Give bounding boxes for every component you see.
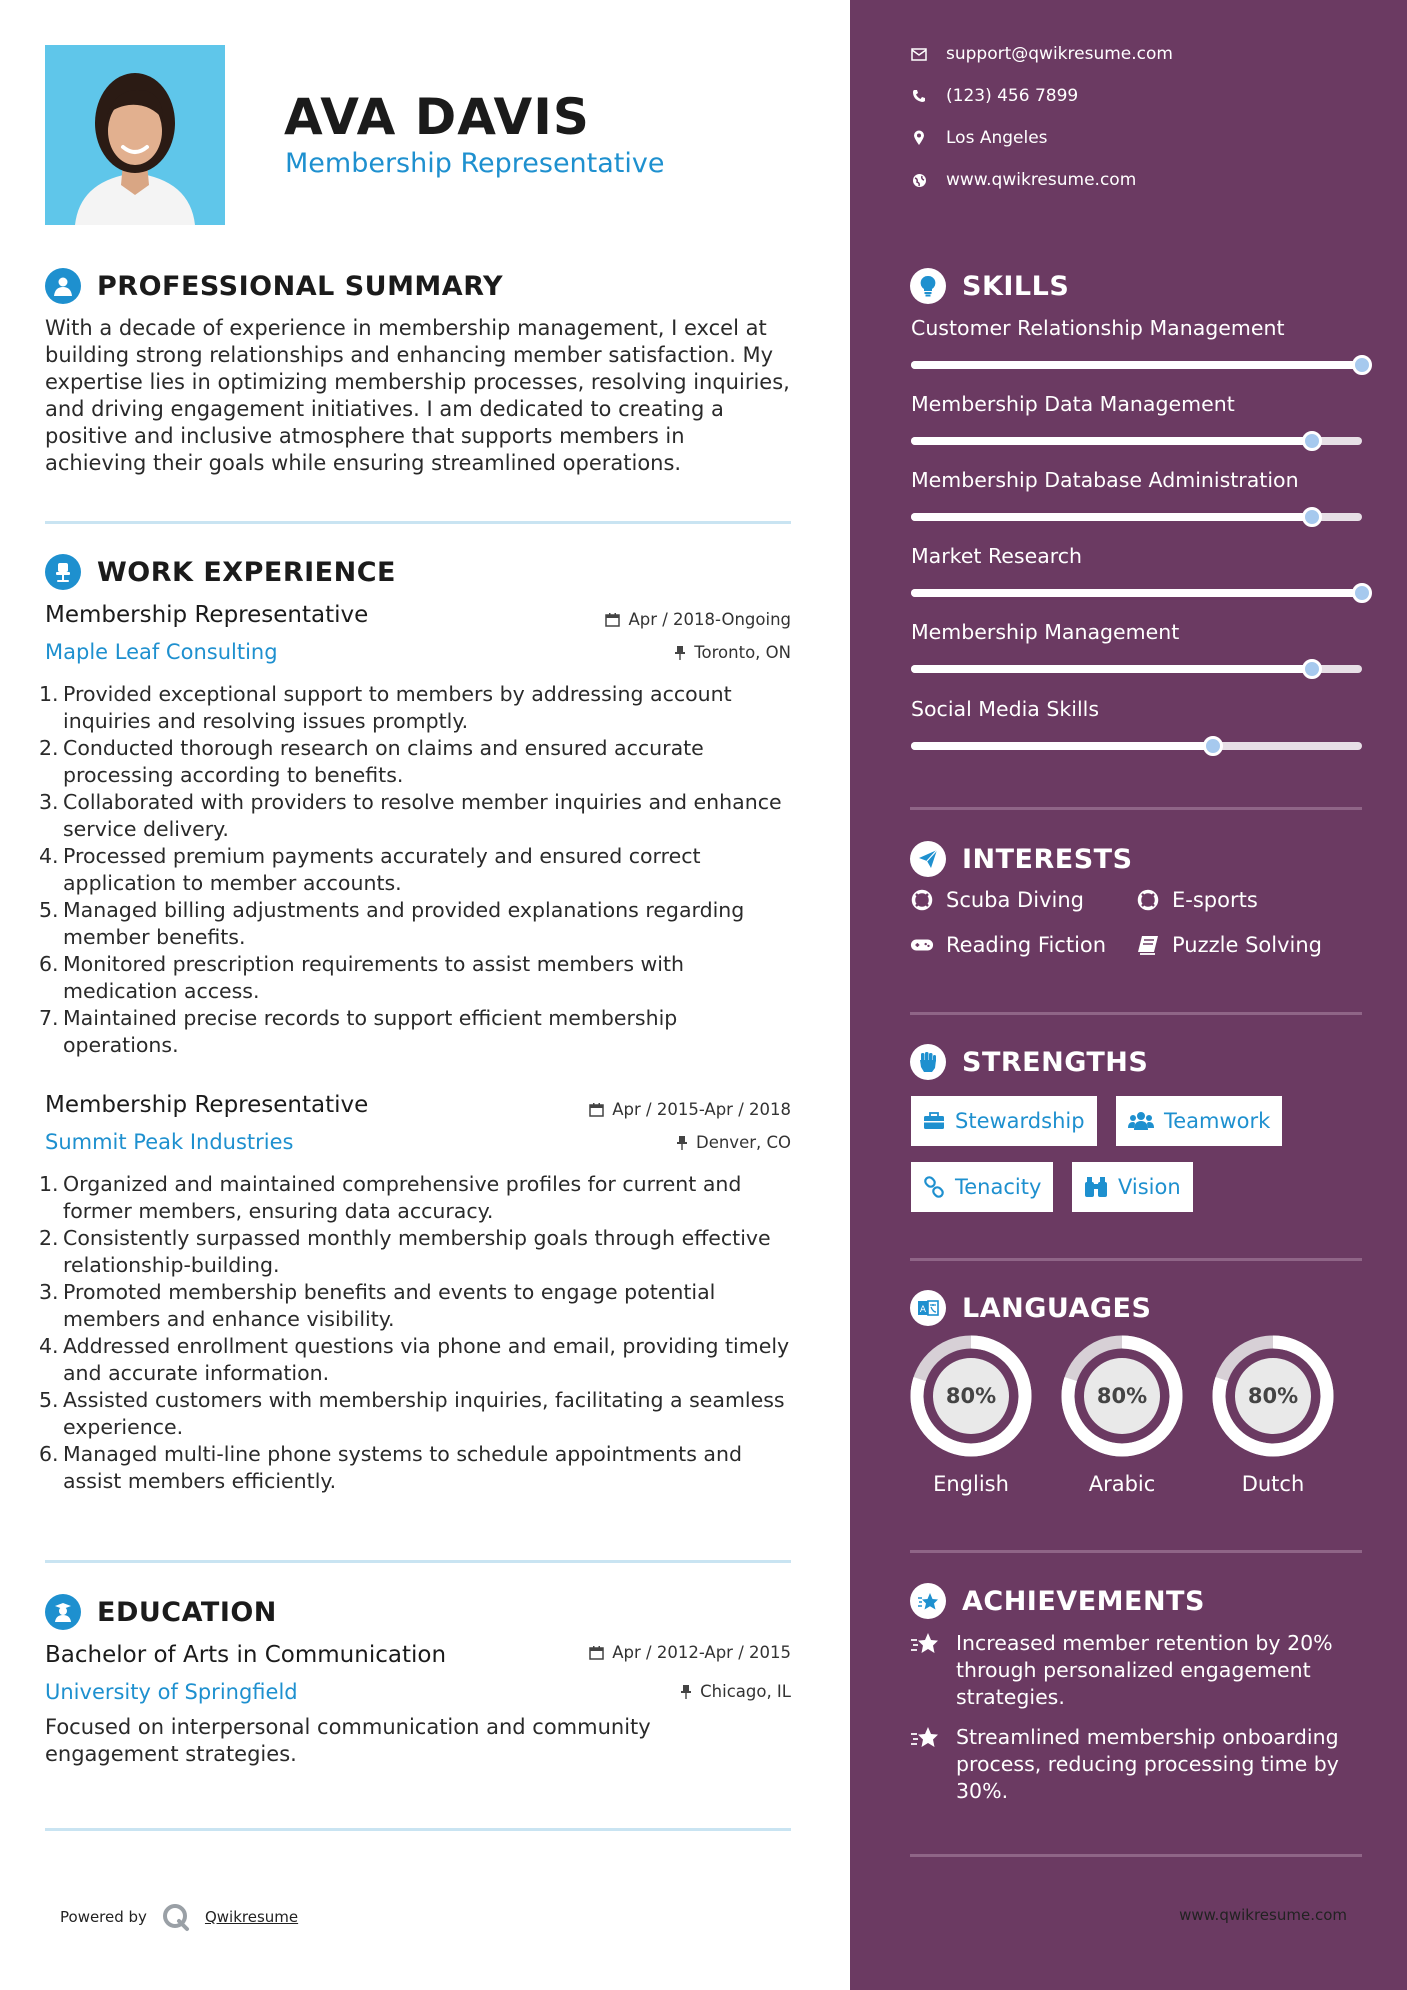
- skill-bar-handle: [1302, 507, 1322, 527]
- list-item: 7. Maintained precise records to support efficient membership operations.: [39, 1006, 678, 1057]
- skill-bar: [911, 589, 1362, 597]
- section-divider: [910, 807, 1362, 810]
- strength-tag: [911, 1096, 1097, 1146]
- skill-name: Membership Management: [911, 620, 1180, 644]
- job-dates: [605, 610, 791, 629]
- qwikresume-link[interactable]: Qwikresume: [204, 1908, 299, 1926]
- section-divider: [45, 1828, 791, 1831]
- job-location-text: Denver, CO: [695, 1133, 791, 1152]
- school-name: University of Springfield: [45, 1680, 298, 1704]
- education-heading: [45, 1594, 277, 1630]
- skill-bar-handle: [1302, 659, 1322, 679]
- skill-bar-fill: [911, 513, 1312, 521]
- list-item: 3. Collaborated with providers to resolve member inquiries and enhance service delivery.: [39, 790, 782, 841]
- job-company: Maple Leaf Consulting: [45, 640, 278, 664]
- list-item: 4. Processed premium payments accurately and ensured correct application to member accounts.: [39, 844, 701, 895]
- skill-name: Membership Database Administration: [911, 468, 1299, 492]
- achievement-text: Increased member retention by 20% through personalized engagement strategies.: [956, 1631, 1333, 1709]
- strengths-title: STRENGTHS: [962, 1046, 1149, 1078]
- language-percent: 80%: [945, 1384, 997, 1408]
- list-item: 6. Managed multi-line phone systems to schedule appointments and assist members efficiently.: [39, 1442, 742, 1493]
- job-title: Membership Representative: [45, 1092, 369, 1118]
- strength-tag: [1116, 1096, 1282, 1146]
- languages-heading: [910, 1290, 1151, 1326]
- calendar-icon: [589, 1102, 604, 1117]
- education-title: EDUCATION: [97, 1596, 277, 1628]
- translate-icon: [910, 1290, 946, 1326]
- language-name: Arabic: [1088, 1472, 1156, 1496]
- skill-bar-fill: [911, 437, 1312, 445]
- achievement-item: [910, 1724, 1365, 1805]
- achievement-text: Streamlined membership onboarding process, reducing processing time by 30%.: [956, 1725, 1339, 1803]
- life-ring-icon: [1136, 889, 1160, 911]
- user-icon: [45, 268, 81, 304]
- strength-label: Stewardship: [955, 1109, 1085, 1133]
- skill-bar-handle: [1203, 736, 1223, 756]
- link-icon: [923, 1176, 945, 1198]
- pin-icon: [676, 1135, 688, 1150]
- skill-name: Customer Relationship Management: [911, 316, 1285, 340]
- education-location: [680, 1682, 791, 1701]
- list-item: 2. Consistently surpassed monthly membership goals through effective relationship-building.: [39, 1226, 771, 1277]
- interest-item: [910, 933, 1106, 957]
- skill-bar-handle: [1302, 431, 1322, 451]
- experience-heading: [45, 554, 396, 590]
- skill-bar-fill: [911, 742, 1213, 750]
- svg-text:A: A: [919, 1305, 927, 1315]
- skill-bar: [911, 437, 1362, 445]
- education-dates: [589, 1643, 791, 1662]
- sidebar: [850, 0, 1407, 1990]
- list-item: 1. Provided exceptional support to members by addressing account inquiries and resolving issues promptly.: [39, 682, 732, 733]
- degree-title: Bachelor of Arts in Communication: [45, 1642, 447, 1668]
- list-item: 4. Addressed enrollment questions via phone and email, providing timely and accurate information.: [39, 1334, 790, 1385]
- lightbulb-icon: [910, 268, 946, 304]
- achievement-item: [910, 1630, 1365, 1711]
- skill-name: Membership Data Management: [911, 392, 1235, 416]
- section-divider: [45, 521, 791, 524]
- briefcase-icon: [923, 1112, 945, 1130]
- phone-icon: [910, 89, 928, 103]
- skill-name: Social Media Skills: [911, 697, 1100, 721]
- list-item: 5. Assisted customers with membership inquiries, facilitating a seamless experience.: [39, 1388, 785, 1439]
- gamepad-icon: [910, 937, 934, 953]
- summary-title: PROFESSIONAL SUMMARY: [97, 270, 504, 302]
- contact-phone[interactable]: [910, 86, 1078, 106]
- binoculars-icon: [1084, 1176, 1108, 1198]
- education-dates-text: Apr / 2012-Apr / 2015: [612, 1643, 791, 1662]
- strengths-heading: [910, 1044, 1148, 1080]
- section-divider: [910, 1012, 1362, 1015]
- language-percent: 80%: [1096, 1384, 1148, 1408]
- globe-icon: [910, 173, 928, 188]
- pin-icon: [674, 645, 686, 660]
- office-chair-icon: [45, 554, 81, 590]
- job-location: [676, 1133, 791, 1152]
- skill-bar: [911, 513, 1362, 521]
- candidate-role: Membership Representative: [285, 148, 665, 179]
- education-location-text: Chicago, IL: [700, 1682, 791, 1701]
- profile-photo: [45, 45, 225, 225]
- pin-icon: [680, 1684, 692, 1699]
- contact-email-text: support@qwikresume.com: [946, 44, 1173, 64]
- life-ring-icon: [910, 889, 934, 911]
- contact-location: [910, 128, 1048, 148]
- section-divider: [910, 1258, 1362, 1261]
- language-ring: [1212, 1335, 1334, 1457]
- interest-label: Puzzle Solving: [1172, 933, 1322, 957]
- book-icon: [1136, 935, 1160, 955]
- section-divider: [45, 1560, 791, 1563]
- job-company: Summit Peak Industries: [45, 1130, 294, 1154]
- skill-bar: [911, 361, 1362, 369]
- contact-email[interactable]: [910, 44, 1173, 64]
- graduate-icon: [45, 1594, 81, 1630]
- interest-item: [910, 888, 1084, 912]
- paper-plane-icon: [910, 841, 946, 877]
- interests-heading: [910, 841, 1133, 877]
- contact-phone-text: (123) 456 7899: [946, 86, 1079, 106]
- job-duties: [39, 1171, 795, 1495]
- section-divider: [910, 1550, 1362, 1553]
- calendar-icon: [605, 612, 620, 627]
- star-icon: [910, 1630, 942, 1711]
- job-dates: [589, 1100, 791, 1119]
- job-title: Membership Representative: [45, 602, 369, 628]
- skill-bar: [911, 665, 1362, 673]
- qwikresume-logo-icon: [161, 1902, 191, 1932]
- skill-name: Market Research: [911, 544, 1083, 568]
- language-ring: [1061, 1335, 1183, 1457]
- skill-bar-fill: [911, 361, 1362, 369]
- interest-item: [1136, 933, 1322, 957]
- powered-by: [60, 1902, 298, 1932]
- job-dates-text: Apr / 2015-Apr / 2018: [612, 1100, 791, 1119]
- envelope-icon: [910, 48, 928, 61]
- list-item: 1. Organized and maintained comprehensive profiles for current and former members, ensuring data accuracy.: [39, 1172, 742, 1223]
- skill-bar: [911, 742, 1362, 750]
- experience-title: WORK EXPERIENCE: [97, 556, 396, 588]
- language-percent: 80%: [1247, 1384, 1299, 1408]
- language-name: Dutch: [1241, 1472, 1305, 1496]
- skills-title: SKILLS: [962, 270, 1070, 302]
- strength-label: Vision: [1118, 1175, 1181, 1199]
- interest-label: Reading Fiction: [946, 933, 1107, 957]
- list-item: 2. Conducted thorough research on claims and ensured accurate processing according to benefits.: [39, 736, 704, 787]
- languages-title: LANGUAGES: [962, 1292, 1152, 1324]
- summary-heading: [45, 268, 503, 304]
- education-description: Focused on interpersonal communication and community engagement strategies.: [45, 1715, 651, 1766]
- skill-bar-fill: [911, 589, 1362, 597]
- strength-label: Teamwork: [1164, 1109, 1271, 1133]
- contact-website[interactable]: [910, 170, 1136, 190]
- list-item: 6. Monitored prescription requirements to assist members with medication access.: [39, 952, 685, 1003]
- list-item: 5. Managed billing adjustments and provided explanations regarding member benefits.: [39, 898, 745, 949]
- strength-tag: [911, 1162, 1053, 1212]
- contact-website-text: www.qwikresume.com: [946, 170, 1137, 190]
- achievements-title: ACHIEVEMENTS: [962, 1585, 1205, 1617]
- interest-label: Scuba Diving: [946, 888, 1084, 912]
- section-divider: [910, 1854, 1362, 1857]
- footer-website[interactable]: www.qwikresume.com: [1179, 1906, 1347, 1924]
- skill-bar-handle: [1352, 583, 1372, 603]
- job-duties: [39, 681, 795, 1059]
- strength-label: Tenacity: [955, 1175, 1042, 1199]
- skills-heading: [910, 268, 1069, 304]
- users-icon: [1128, 1111, 1154, 1131]
- contact-location-text: Los Angeles: [946, 128, 1048, 148]
- calendar-icon: [589, 1645, 604, 1660]
- language-ring: [910, 1335, 1032, 1457]
- star-badge-icon: [910, 1583, 946, 1619]
- star-icon: [910, 1724, 942, 1805]
- interest-label: E-sports: [1172, 888, 1258, 912]
- map-marker-icon: [910, 130, 928, 146]
- job-dates-text: Apr / 2018-Ongoing: [628, 610, 791, 629]
- language-name: English: [933, 1472, 1009, 1496]
- achievements-heading: [910, 1583, 1205, 1619]
- skill-bar-fill: [911, 665, 1312, 673]
- interest-item: [1136, 888, 1258, 912]
- powered-by-label: Powered by: [60, 1908, 147, 1926]
- interests-title: INTERESTS: [962, 843, 1133, 875]
- list-item: 3. Promoted membership benefits and events to engage potential members and enhance visibility.: [39, 1280, 716, 1331]
- candidate-name: AVA DAVIS: [284, 88, 590, 146]
- skill-bar-handle: [1352, 355, 1372, 375]
- strength-tag: [1072, 1162, 1193, 1212]
- job-location: [674, 643, 791, 662]
- fist-icon: [910, 1044, 946, 1080]
- summary-text: With a decade of experience in membership management, I excel at building strong relationships and enhancing member satisfaction. My expertise lies in optimizing membership processes, resolving inquiries, and driving engagement initiatives. I am dedicated to creating a positive and inclusive atmosphere that supports members in achieving their goals while ensuring streamlined operations.: [45, 316, 790, 475]
- job-location-text: Toronto, ON: [694, 643, 791, 662]
